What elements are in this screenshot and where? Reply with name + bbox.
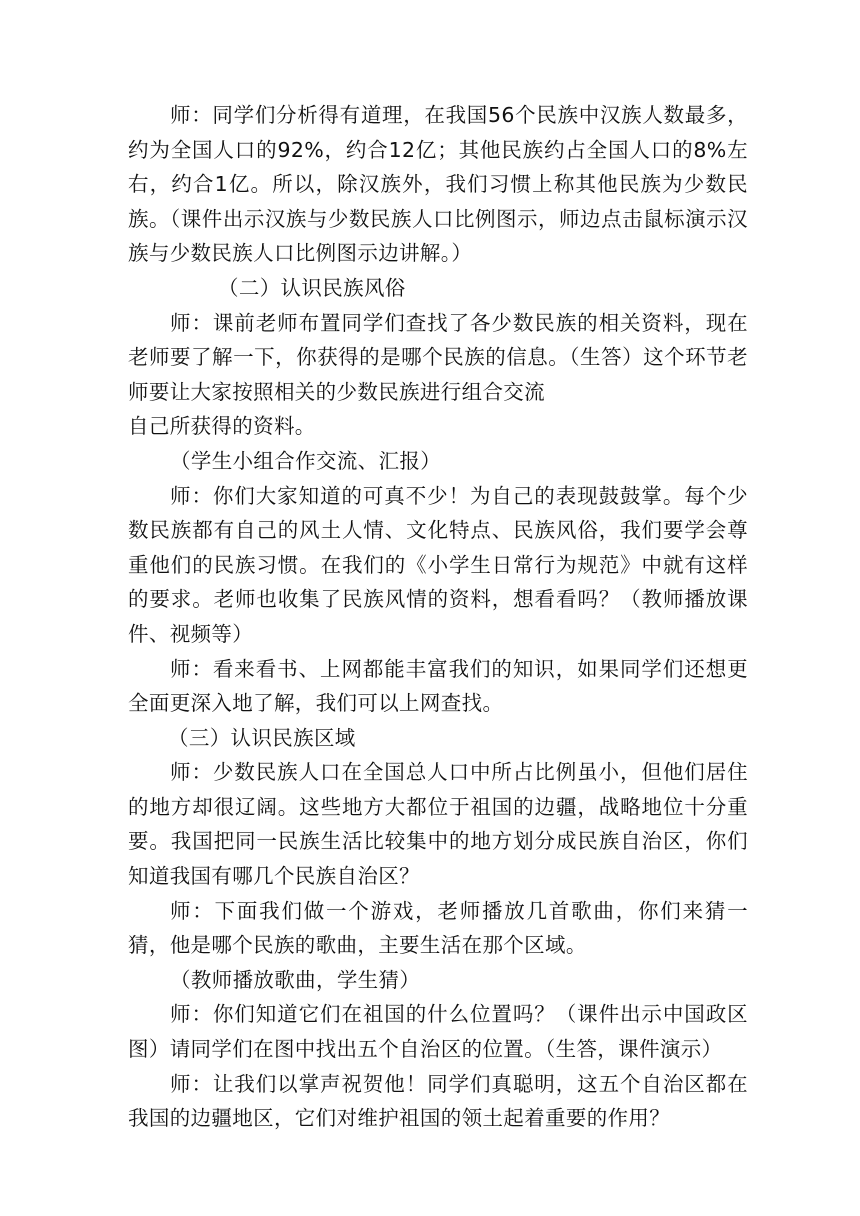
section-heading-regions: （三）认识民族区域 — [168, 725, 356, 750]
paragraph-group-exchange: （学生小组合作交流、汇报） — [170, 448, 442, 473]
paragraph-materials-continued: 自己所获得的资料。 — [128, 414, 316, 439]
paragraph-song-game: 师：下面我们做一个游戏，老师播放几首歌曲，你们来猜一猜，他是哪个民族的歌曲，主要生活在那个区域。 — [128, 898, 748, 958]
document-body — [128, 98, 748, 1136]
paragraph-play-songs: （教师播放歌曲，学生猜） — [170, 967, 421, 992]
paragraph-population: 师：同学们分析得有道理，在我国56个民族中汉族人数最多，约为全国人口的92%，约合12亿；其他民族约占全国人口的8%左右，约合1亿。所以，除汉族外，我们习惯上称其他民族为少数民族。（课件出示汉族与少数民族人口比例图示，师边点击鼠标演示汉族与少数民族人口比例图示边讲解。） — [128, 103, 748, 266]
paragraph-customs-discussion: 师：你们大家知道的可真不少！为自己的表现鼓鼓掌。每个少数民族都有自己的风土人情、文化特点、民族风俗，我们要学会尊重他们的民族习惯。在我们的《小学生日常行为规范》中就有这样的要求。老师也收集了民族风情的资料，想看看吗？（教师播放课件、视频等） — [128, 483, 748, 646]
section-heading-customs: （二）认识民族风俗 — [218, 275, 406, 300]
paragraph-online-learning: 师：看来看书、上网都能丰富我们的知识，如果同学们还想更全面更深入地了解，我们可以上网查找。 — [128, 656, 748, 716]
paragraph-map-task: 师：你们知道它们在祖国的什么位置吗？（课件出示中国政区图）请同学们在图中找出五个自治区的位置。（生答，课件演示） — [128, 1002, 748, 1062]
paragraph-materials: 师：课前老师布置同学们查找了各少数民族的相关资料，现在老师要了解一下，你获得的是哪个民族的信息。（生答）这个环节老师要让大家按照相关的少数民族进行组合交流 — [128, 310, 748, 404]
paragraph-autonomous-regions: 师：少数民族人口在全国总人口中所占比例虽小，但他们居住的地方却很辽阔。这些地方大都位于祖国的边疆，战略地位十分重要。我国把同一民族生活比较集中的地方划分成民族自治区，你们知道我国有哪几个民族自治区？ — [128, 760, 748, 889]
paragraph-conclusion: 师：让我们以掌声祝贺他！同学们真聪明，这五个自治区都在我国的边疆地区，它们对维护祖国的领土起着重要的作用？ — [128, 1071, 748, 1131]
